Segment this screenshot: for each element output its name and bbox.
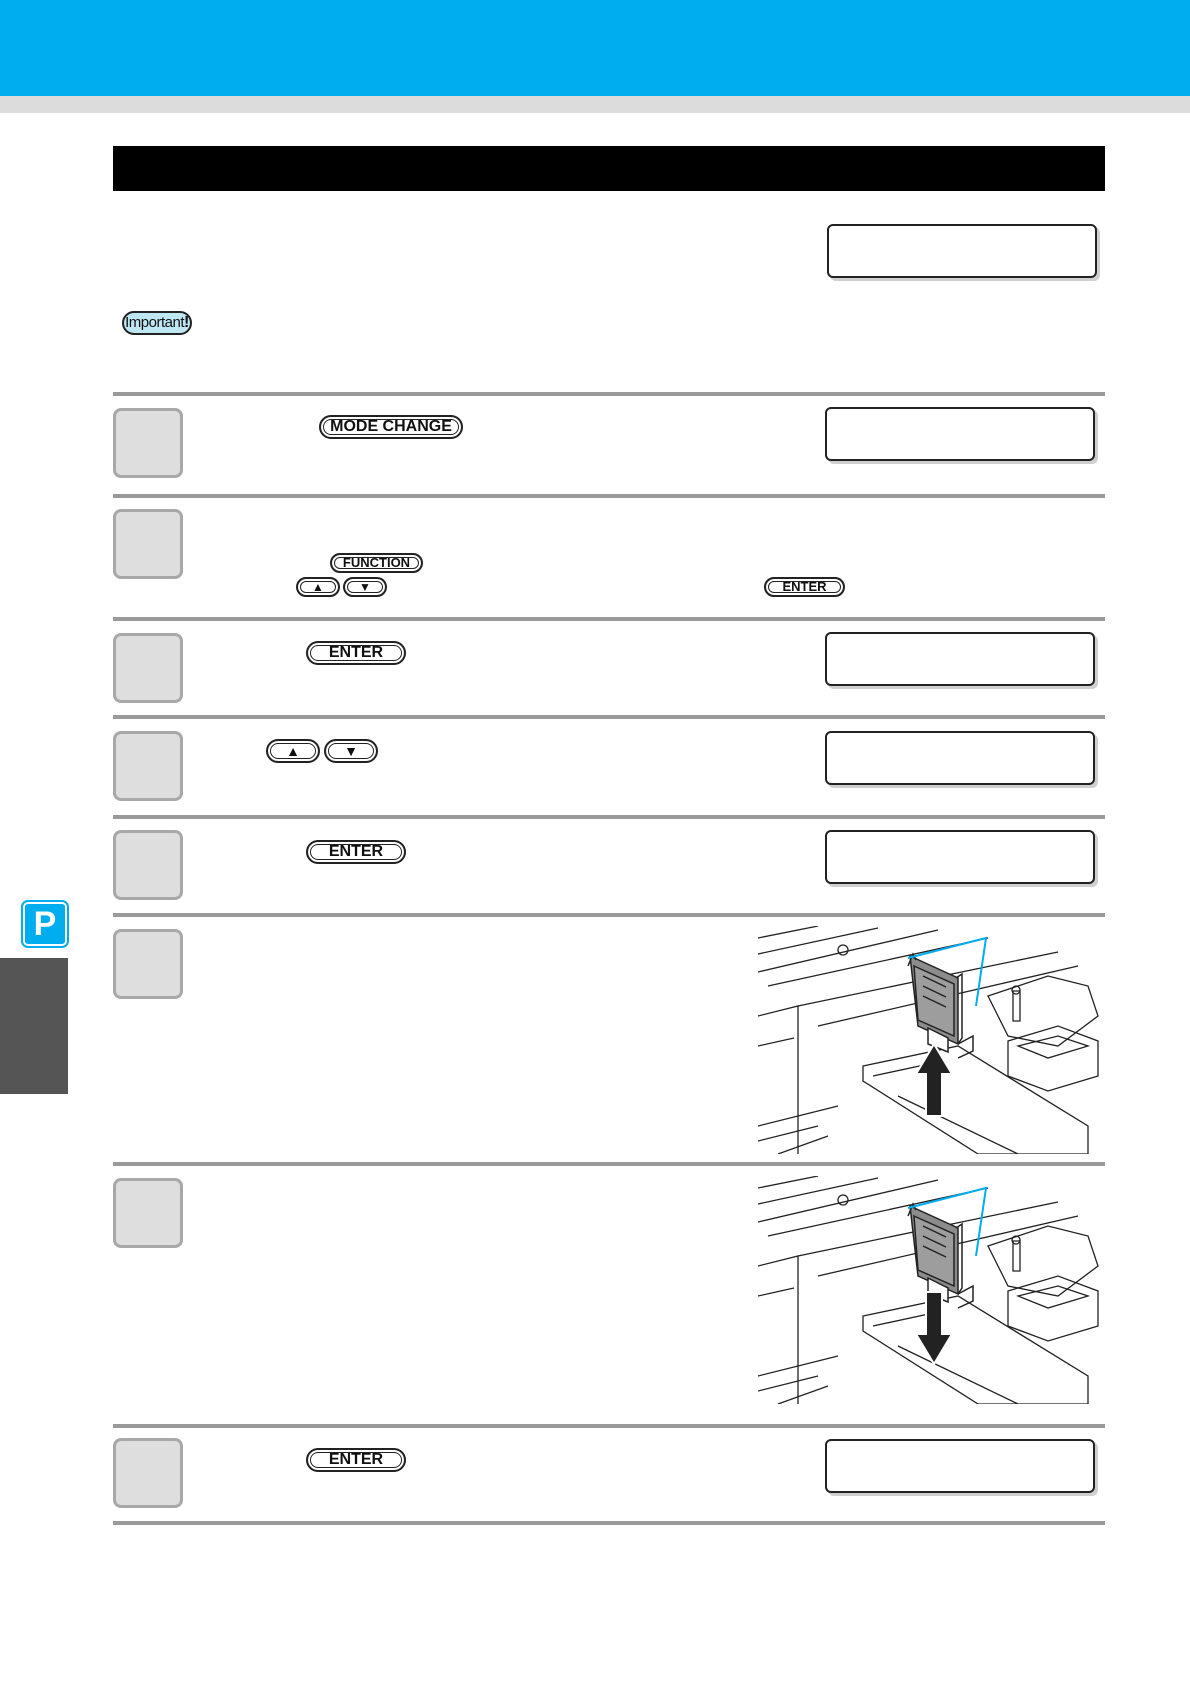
down-arrow-key[interactable]: ▼	[324, 739, 378, 763]
lcd-display-step-5	[825, 830, 1095, 884]
header-band	[0, 0, 1190, 96]
step-divider	[113, 913, 1105, 917]
chapter-p-icon	[23, 902, 67, 946]
enter-key[interactable]: ENTER	[306, 840, 406, 864]
section-title-bar	[113, 146, 1105, 191]
lcd-display-intro	[827, 224, 1097, 278]
step-divider	[113, 392, 1105, 396]
step-number-box-6	[113, 929, 183, 999]
lcd-display-step-3	[825, 632, 1095, 686]
important-badge	[122, 311, 192, 335]
down-arrow-key[interactable]: ▼	[343, 577, 387, 597]
up-arrow-key[interactable]: ▲	[296, 577, 340, 597]
step-divider	[113, 1162, 1105, 1166]
step-number-box-2	[113, 509, 183, 579]
step-divider	[113, 1521, 1105, 1525]
up-arrow-key[interactable]: ▲	[266, 739, 320, 763]
enter-key[interactable]: ENTER	[306, 1448, 406, 1472]
lcd-display-step-4	[825, 731, 1095, 785]
function-key[interactable]: FUNCTION	[330, 553, 423, 573]
mode-change-key[interactable]: MODE CHANGE	[319, 415, 463, 439]
step-divider	[113, 815, 1105, 819]
important-text: Important	[125, 314, 185, 331]
step-divider	[113, 494, 1105, 498]
enter-key[interactable]: ENTER	[306, 641, 406, 665]
chapter-letter: P	[33, 905, 57, 943]
step-number-box-5	[113, 830, 183, 900]
step-number-box-3	[113, 633, 183, 703]
important-mark: !	[184, 314, 189, 331]
lcd-display-step-1	[825, 407, 1095, 461]
step-number-box-8	[113, 1438, 183, 1508]
step-divider	[113, 617, 1105, 621]
step-divider	[113, 1424, 1105, 1428]
wiper-remove-illustration	[758, 926, 1100, 1154]
chapter-side-tab	[0, 958, 68, 1094]
step-divider	[113, 715, 1105, 719]
enter-key[interactable]: ENTER	[764, 577, 845, 597]
wiper-install-illustration	[758, 1176, 1100, 1404]
step-number-box-4	[113, 731, 183, 801]
header-shadow	[0, 96, 1190, 113]
lcd-display-step-8	[825, 1439, 1095, 1493]
step-number-box-1	[113, 408, 183, 478]
step-number-box-7	[113, 1178, 183, 1248]
